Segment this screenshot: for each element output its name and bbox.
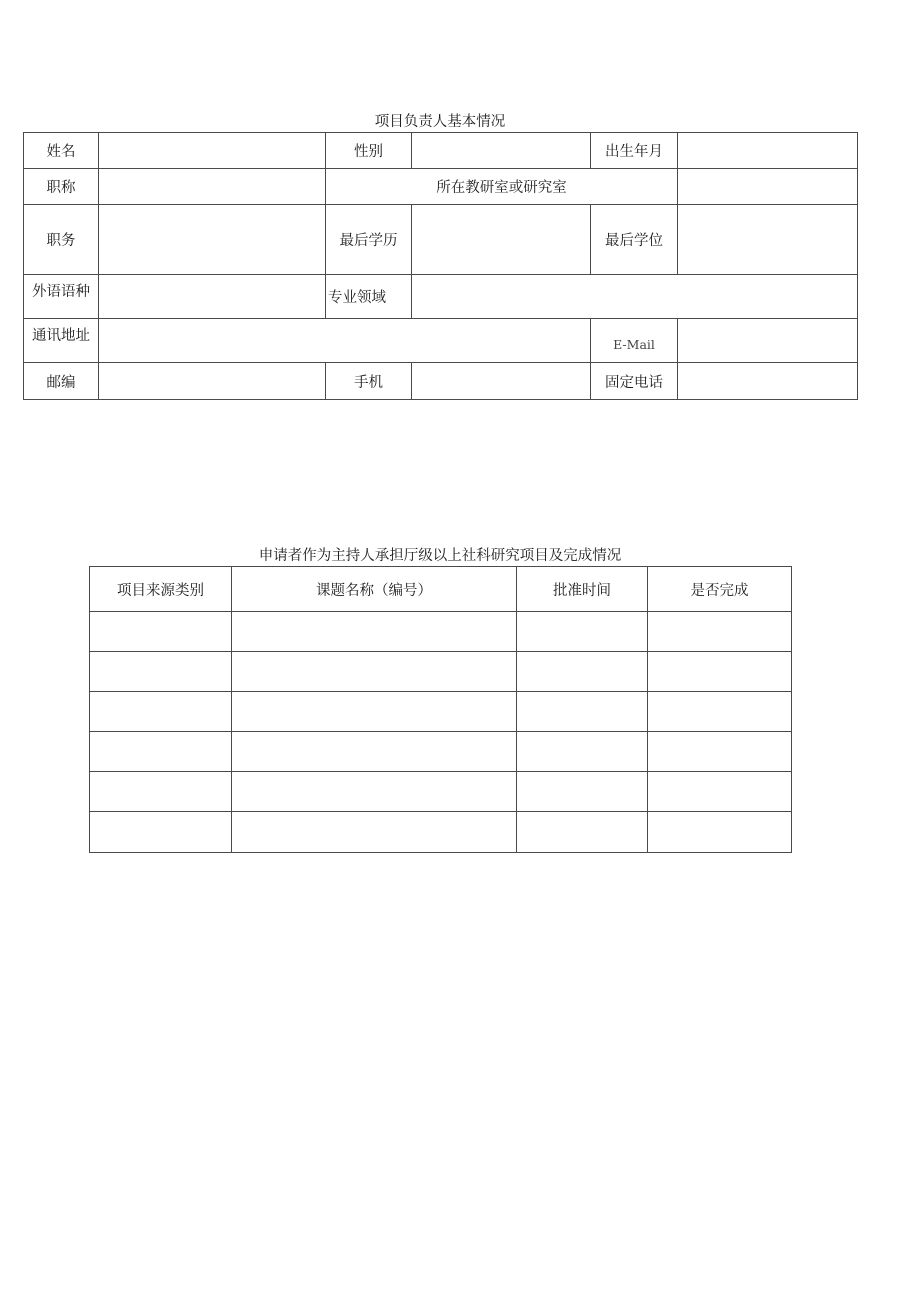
row-title (24, 169, 858, 205)
cell-topic[interactable] (232, 652, 517, 692)
cell-topic[interactable] (232, 612, 517, 652)
label-postcode: 邮编 (24, 363, 99, 400)
cell-source[interactable] (90, 692, 232, 732)
label-email: E-Mail (591, 319, 678, 363)
row-name (24, 133, 858, 169)
label-position: 职务 (24, 205, 99, 275)
cell-approval[interactable] (517, 812, 648, 853)
cell-topic[interactable] (232, 732, 517, 772)
cell-source[interactable] (90, 732, 232, 772)
label-gender: 性别 (326, 133, 412, 169)
field-education[interactable] (412, 205, 591, 275)
field-mobile[interactable] (412, 363, 591, 400)
field-degree[interactable] (678, 205, 858, 275)
label-birth: 出生年月 (591, 133, 678, 169)
cell-approval[interactable] (517, 692, 648, 732)
field-position[interactable] (99, 205, 326, 275)
cell-completed[interactable] (648, 652, 792, 692)
field-specialty[interactable] (412, 275, 858, 319)
header-source: 项目来源类别 (90, 567, 232, 612)
cell-topic[interactable] (232, 772, 517, 812)
cell-topic[interactable] (232, 812, 517, 853)
label-degree: 最后学位 (591, 205, 678, 275)
cell-approval[interactable] (517, 612, 648, 652)
field-address[interactable] (99, 319, 591, 363)
field-birth[interactable] (678, 133, 858, 169)
cell-completed[interactable] (648, 732, 792, 772)
cell-completed[interactable] (648, 812, 792, 853)
cell-completed[interactable] (648, 692, 792, 732)
row-address (24, 319, 858, 363)
table-row (90, 732, 792, 772)
field-name[interactable] (99, 133, 326, 169)
cell-approval[interactable] (517, 652, 648, 692)
header-completed: 是否完成 (648, 567, 792, 612)
header-approval: 批准时间 (517, 567, 648, 612)
cell-source[interactable] (90, 772, 232, 812)
label-mobile: 手机 (326, 363, 412, 400)
field-department[interactable] (678, 169, 858, 205)
row-language (24, 275, 858, 319)
cell-approval[interactable] (517, 772, 648, 812)
label-title: 职称 (24, 169, 99, 205)
label-language: 外语语种 (24, 275, 99, 319)
field-gender[interactable] (412, 133, 591, 169)
label-phone: 固定电话 (591, 363, 678, 400)
label-education: 最后学历 (326, 205, 412, 275)
cell-completed[interactable] (648, 772, 792, 812)
field-postcode[interactable] (99, 363, 326, 400)
field-phone[interactable] (678, 363, 858, 400)
label-address: 通讯地址 (24, 319, 99, 363)
cell-completed[interactable] (648, 612, 792, 652)
header-topic: 课题名称（编号） (232, 567, 517, 612)
table-row (90, 612, 792, 652)
cell-source[interactable] (90, 812, 232, 853)
applicant-info-table (23, 132, 858, 400)
field-email[interactable] (678, 319, 858, 363)
table-row (90, 772, 792, 812)
field-language[interactable] (99, 275, 326, 319)
cell-topic[interactable] (232, 692, 517, 732)
cell-source[interactable] (90, 652, 232, 692)
projects-header-row (90, 567, 792, 612)
table-row (90, 812, 792, 853)
table-row (90, 652, 792, 692)
label-field: 专业领域 (326, 275, 412, 319)
row-postcode (24, 363, 858, 400)
row-position (24, 205, 858, 275)
cell-approval[interactable] (517, 732, 648, 772)
label-department: 所在教研室或研究室 (326, 169, 678, 205)
projects-table (89, 566, 792, 853)
field-title[interactable] (99, 169, 326, 205)
table-row (90, 692, 792, 732)
section2-title: 申请者作为主持人承担厅级以上社科研究项目及完成情况 (258, 548, 622, 564)
section1-title: 项目负责人基本情况 (374, 114, 506, 130)
label-name: 姓名 (24, 133, 99, 169)
cell-source[interactable] (90, 612, 232, 652)
